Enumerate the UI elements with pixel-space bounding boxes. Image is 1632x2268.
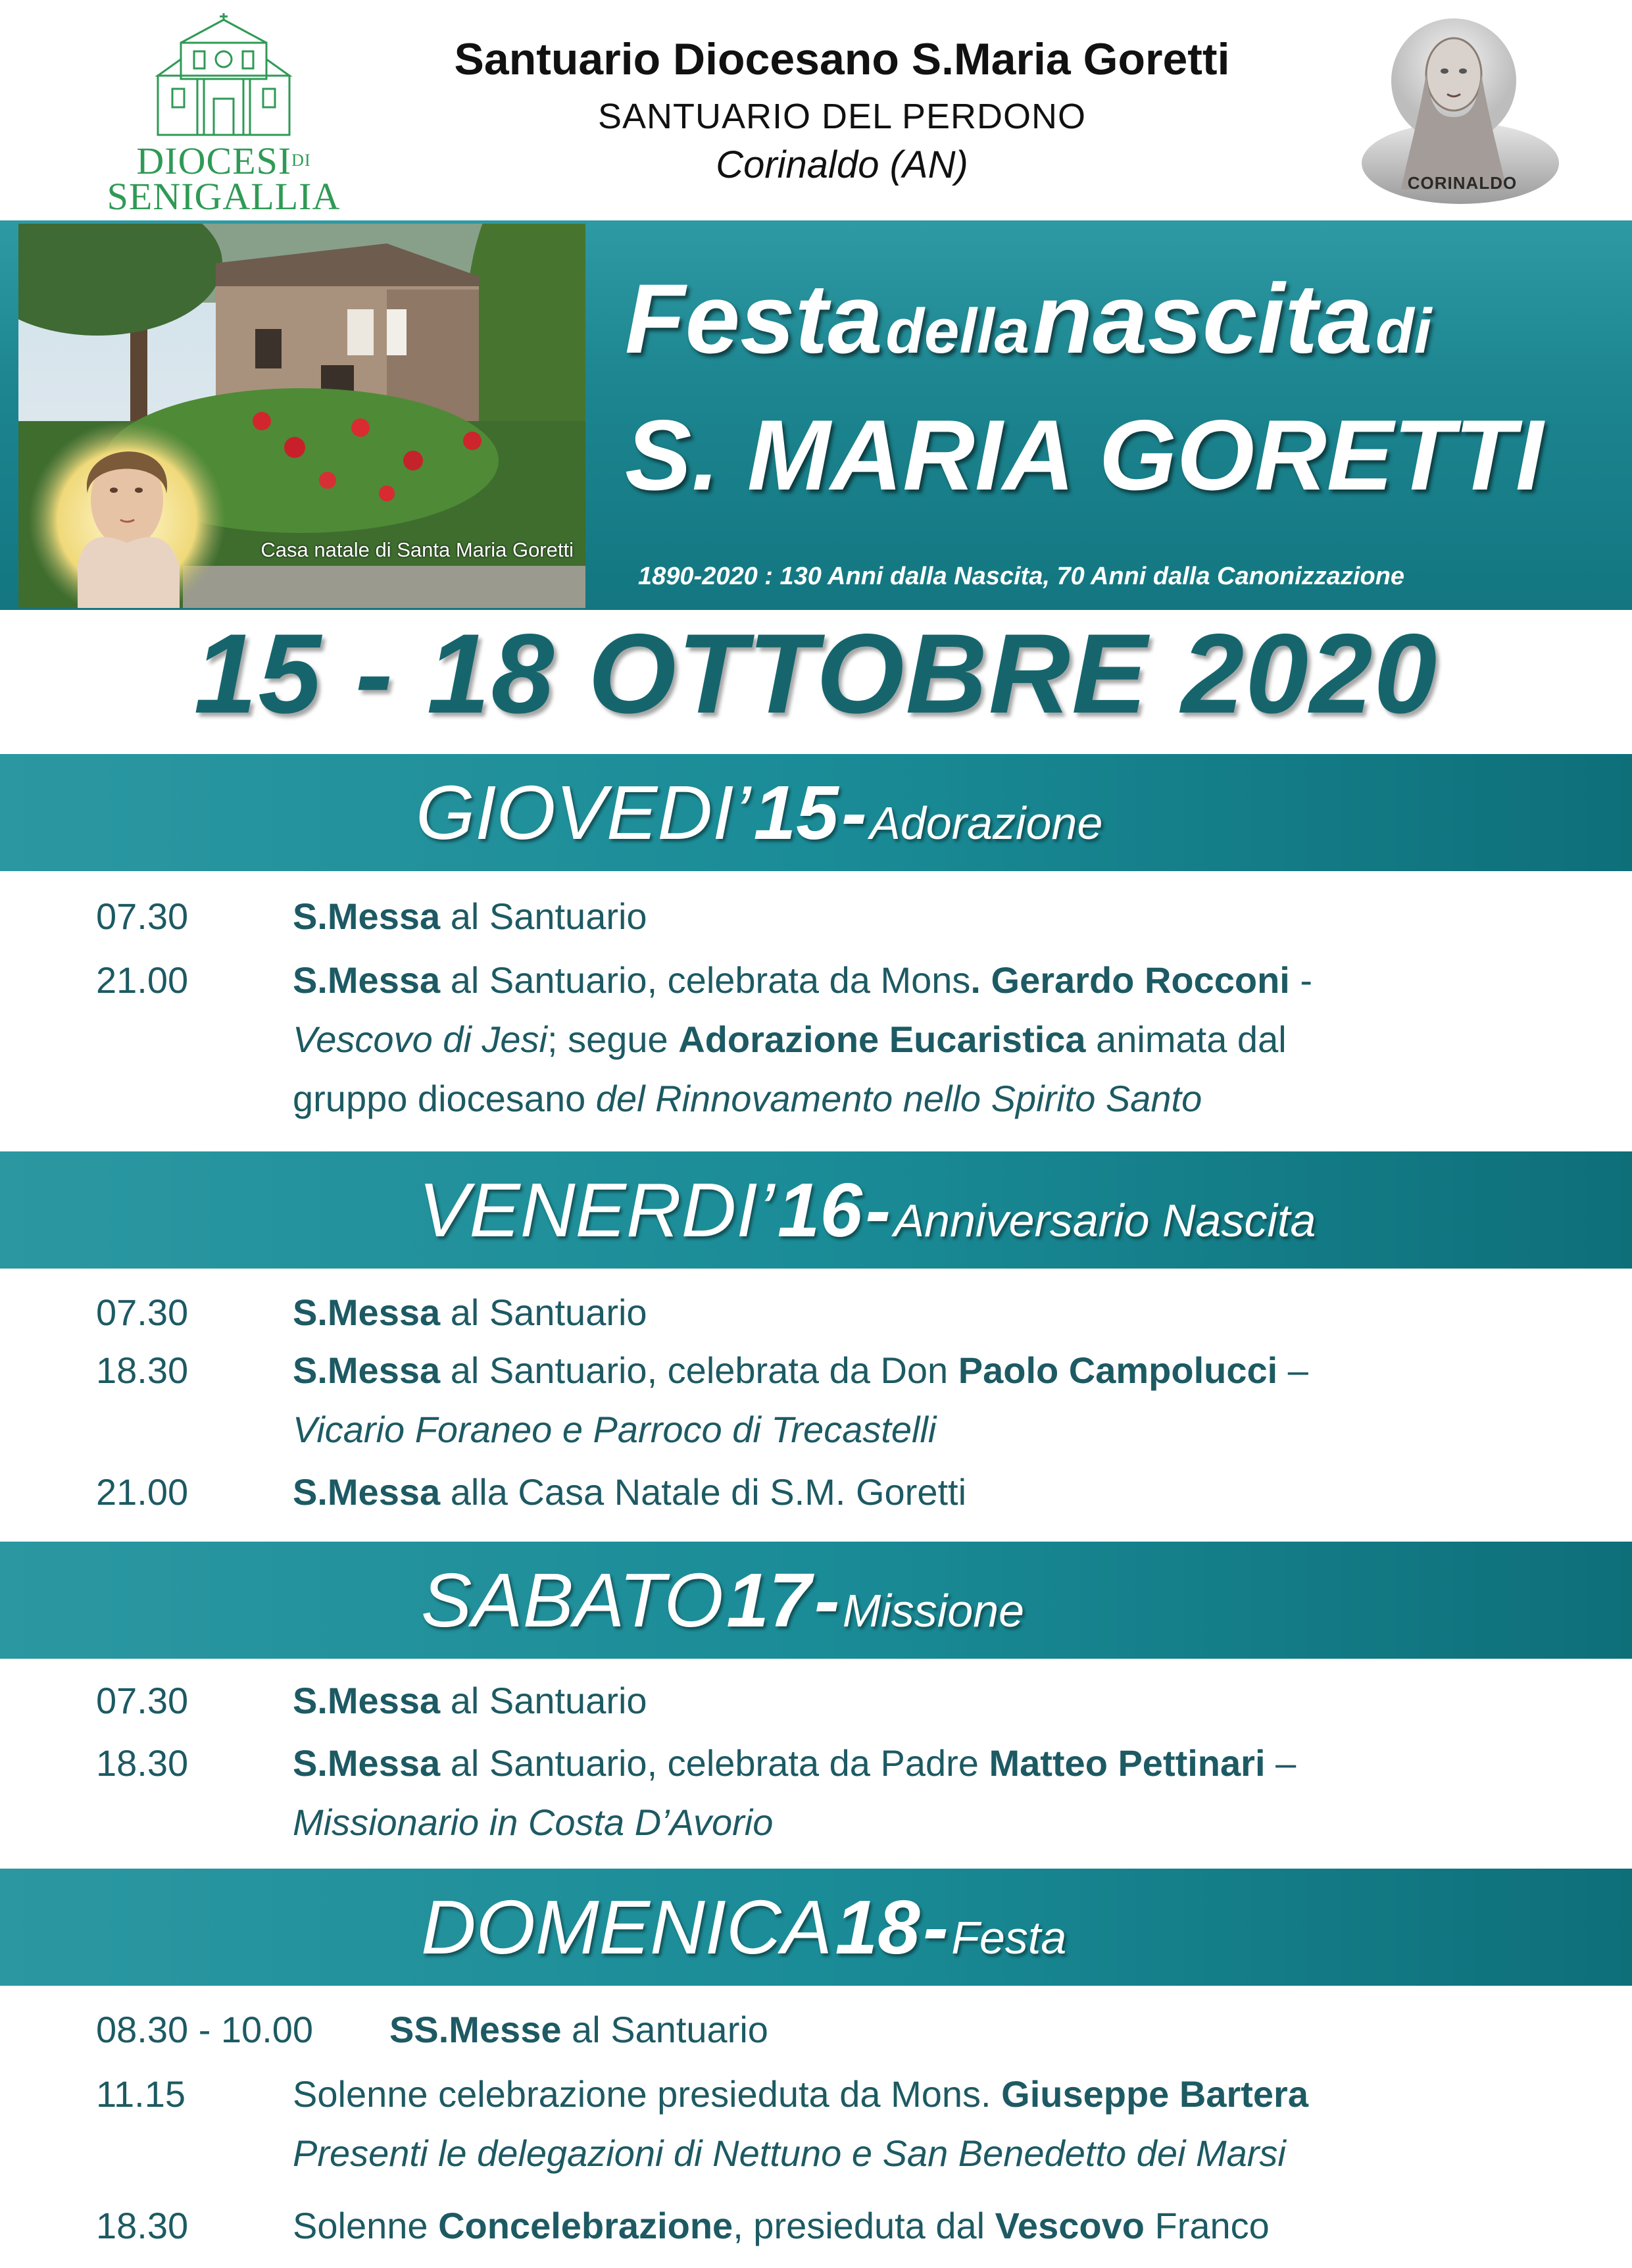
- event-time: 07.30: [96, 1680, 189, 1721]
- event-time: 21.00: [96, 1471, 189, 1513]
- corinaldo-logo: [1355, 12, 1566, 216]
- sanctuary-subtitle: SANTUARIO DEL PERDONO: [597, 96, 1087, 136]
- event-description: S.Messa al Santuario: [293, 895, 647, 937]
- event-time: 18.30: [96, 1742, 189, 1784]
- event-description: S.Messa al Santuario, celebrata da Don Paolo Campolucci – Vicario Foraneo e Parroco di Trecastelli: [293, 1349, 1308, 1450]
- saint-name-title: S. MARIA GORETTI: [625, 399, 1544, 511]
- feast-title-line1: Festa della nascita di: [625, 263, 1432, 374]
- event-description: S.Messa al Santuario, celebrata da Padre Matteo Pettinari – Missionario in Costa D’Avorio: [293, 1742, 1297, 1843]
- birth-house-photo: [18, 224, 585, 608]
- event-dates: 15 - 18 OTTOBRE 2020: [193, 611, 1439, 737]
- event-description: S.Messa al Santuario: [293, 1292, 647, 1333]
- event-description: S.Messa alla Casa Natale di S.M. Goretti: [293, 1471, 967, 1513]
- event-description: S.Messa al Santuario: [293, 1680, 647, 1721]
- event-description: SS.Messe al Santuario: [389, 2009, 768, 2050]
- event-time: 08.30 - 10.00: [96, 2009, 314, 2050]
- diocese-logo: [99, 13, 349, 218]
- church-facade-icon: [132, 13, 316, 138]
- photo-caption: Casa natale di Santa Maria Goretti: [260, 538, 574, 561]
- sanctuary-place: Corinaldo (AN): [716, 143, 968, 186]
- diocese-name-line2: SENIGALLIA: [107, 175, 341, 218]
- event-time: 07.30: [96, 895, 189, 937]
- event-description: Solenne celebrazione presieduta da Mons. Giuseppe Bartera Presenti le delegazioni di Nettuno e San Benedetto dei Marsi: [293, 2073, 1308, 2174]
- diocese-name-line1: $DIOCESI^{DI}$: [136, 139, 311, 182]
- event-description: Solenne Concelebrazione, presieduta dal Vescovo Franco: [293, 2205, 1270, 2246]
- day-header-sunday: DOMENICA 18 - Festa: [0, 1869, 1632, 1986]
- event-time: 21.00: [96, 959, 189, 1001]
- anniversary-note: 1890-2020 : 130 Anni dalla Nascita, 70 Anni dalla Canonizzazione: [638, 563, 1405, 590]
- sanctuary-name: Santuario Diocesano S.Maria Goretti: [454, 34, 1230, 84]
- event-description: S.Messa al Santuario, celebrata da Mons. Gerardo Rocconi - Vescovo di Jesi; segue Adorazione Eucaristica animata dal gruppo diocesano del Rinnovamento nello Spirito Santo: [293, 959, 1313, 1119]
- event-time: 11.15: [96, 2073, 185, 2115]
- day-header-thursday: GIOVEDI’ 15 - Adorazione: [0, 754, 1632, 871]
- header-title-block: [342, 33, 1342, 187]
- event-time: 18.30: [96, 1349, 189, 1391]
- day-header-friday: VENERDI’ 16 - Anniversario Nascita: [0, 1151, 1632, 1269]
- day-header-saturday: SABATO 17 - Missione: [0, 1542, 1632, 1659]
- event-time: 07.30: [96, 1292, 189, 1333]
- event-time: 18.30: [96, 2205, 189, 2246]
- corinaldo-logo-text: CORINALDO: [1407, 173, 1518, 193]
